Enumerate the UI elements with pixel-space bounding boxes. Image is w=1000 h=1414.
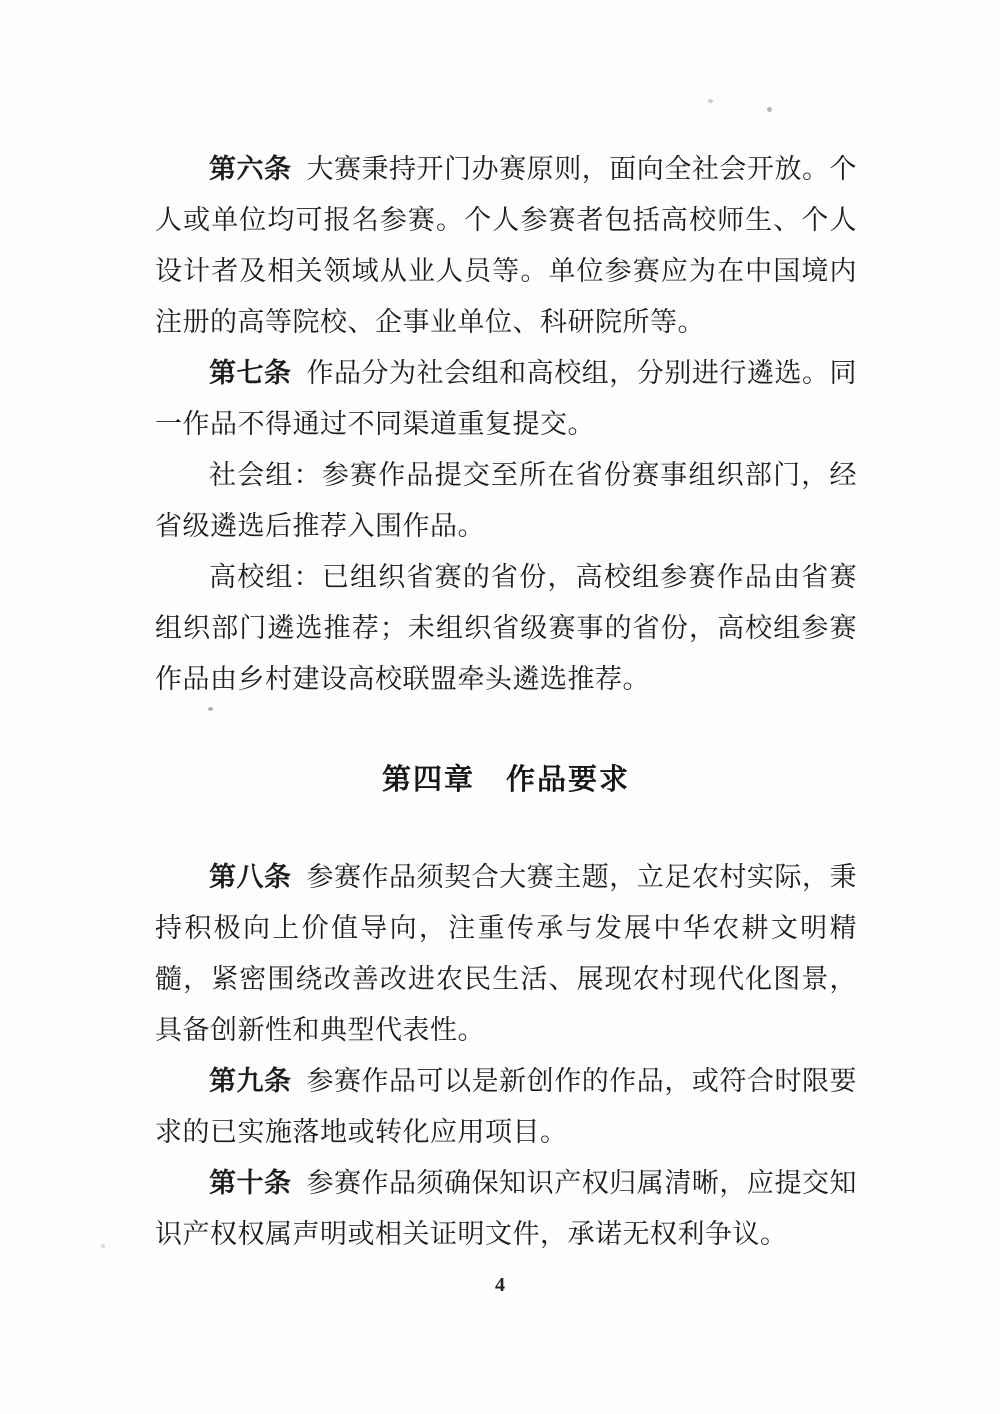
article-6-label: 第六条 — [209, 154, 292, 184]
scan-speck — [767, 107, 772, 112]
document-body — [155, 144, 857, 1260]
paragraph-article-9 — [155, 1056, 857, 1158]
article-10-text: 参赛作品须确保知识产权归属清晰，应提交知识产权权属声明或相关证明文件，承诺无权利争议。 — [155, 1168, 858, 1249]
article-10-label: 第十条 — [209, 1168, 292, 1198]
article-7-label: 第七条 — [209, 358, 292, 388]
paragraph-society-group — [155, 450, 857, 552]
article-8-text: 参赛作品须契合大赛主题，立足农村实际，秉持积极向上价值导向，注重传承与发展中华农耕文明精髓，紧密围绕改善改进农民生活、展现农村现代化图景，具备创新性和典型代表性。 — [155, 862, 858, 1045]
article-8-label: 第八条 — [209, 862, 292, 892]
chapter-4-heading: 第四章 作品要求 — [381, 764, 630, 796]
article-6-text: 大赛秉持开门办赛原则，面向全社会开放。个人或单位均可报名参赛。个人参赛者包括高校师生、个人设计者及相关领域从业人员等。单位参赛应为在中国境内注册的高等院校、企事业单位、科研院所等。 — [155, 154, 858, 337]
university-group-text: 高校组：已组织省赛的省份，高校组参赛作品由省赛组织部门遴选推荐；未组织省级赛事的省份，高校组参赛作品由乡村建设高校联盟牵头遴选推荐。 — [155, 562, 857, 694]
scan-speck — [101, 1244, 105, 1248]
article-9-text: 参赛作品可以是新创作的作品，或符合时限要求的已实施落地或转化应用项目。 — [155, 1066, 858, 1147]
paragraph-article-6 — [155, 144, 857, 348]
paragraph-university-group — [155, 552, 857, 705]
paragraph-article-7 — [155, 348, 857, 450]
page-number: 4 — [495, 1274, 505, 1296]
society-group-text: 社会组：参赛作品提交至所在省份赛事组织部门，经省级遴选后推荐入围作品。 — [155, 460, 857, 541]
paragraph-article-8 — [155, 852, 857, 1056]
article-7-text: 作品分为社会组和高校组，分别进行遴选。同一作品不得通过不同渠道重复提交。 — [155, 358, 858, 439]
article-9-label: 第九条 — [209, 1066, 292, 1096]
paragraph-article-10 — [155, 1158, 857, 1260]
scan-speck — [708, 99, 713, 103]
